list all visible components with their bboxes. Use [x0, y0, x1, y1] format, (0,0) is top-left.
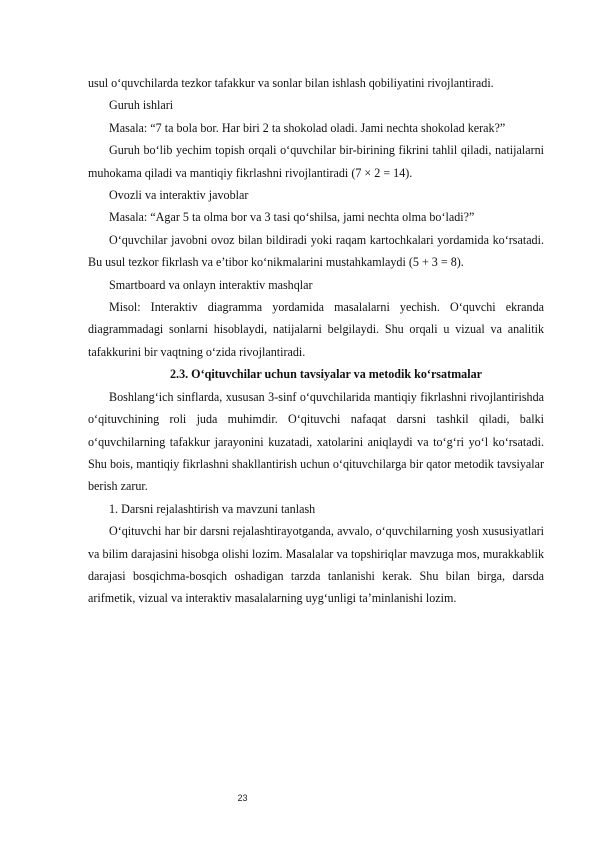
- page-number-footer: [0, 793, 595, 803]
- page-number: 23: [237, 793, 248, 803]
- section-heading: 2.3. O‘qituvchilar uchun tavsiyalar va metodik ko‘rsatmalar: [170, 367, 482, 382]
- subheading-lesson-planning: 1. Darsni rejalashtirish va mavzuni tanlash: [109, 501, 316, 516]
- paragraph-group-solution: Guruh bo‘lib yechim topish orqali o‘quvchilar bir-birining fikrini tahlil qiladi, natijalarni muhokama qiladi va mantiqiy fikrlashni rivojlantiradi (7 × 2 = 14).: [88, 143, 544, 180]
- page-body: [88, 72, 544, 610]
- paragraph-continuation: usul o‘quvchilarda tezkor tafakkur va sonlar bilan ishlash qobiliyatini rivojlantiradi.: [88, 76, 494, 90]
- paragraph-lesson-planning: O‘qituvchi har bir darsni rejalashtirayotganda, avvalo, o‘quvchilarning yosh xususiyatlari va bilim darajasini hisobga olishi lozim. Masalalar va topshiriqlar mavzuga mos, murakkablik darajasi bosqichma-bosqich oshadigan tarzda tanlanishi kerak. Shu bilan birga, darsda arifmetik, vizual va interaktiv masalalarning uyg‘unligi ta’minlanishi lozim.: [88, 524, 544, 606]
- paragraph-interactive-diagram: Misol: Interaktiv diagramma yordamida masalalarni yechish. O‘quvchi ekranda diagrammadagi sonlarni hisoblaydi, natijalarni belgilaydi. Shu orqali u vizual va analitik tafakkurini bir vaqtning o‘zida rivojlantiradi.: [88, 300, 544, 359]
- subheading-oral-interactive: Ovozli va interaktiv javoblar: [109, 188, 249, 203]
- paragraph-problem-chocolate: Masala: “7 ta bola bor. Har biri 2 ta shokolad oladi. Jami nechta shokolad kerak?”: [109, 120, 506, 135]
- paragraph-teacher-role: Boshlang‘ich sinflarda, xususan 3-sinf o‘quvchilarida mantiqiy fikrlashni rivojlantirishda o‘qituvchining roli juda muhimdir. O‘qituvchi nafaqat darsni tashkil qiladi, balki o‘quvchilarning tafakkur jarayonini kuzatadi, xatolarini aniqlaydi va to‘g‘ri yo‘l ko‘rsatadi. Shu bois, mantiqiy fikrlashni shakllantirish uchun o‘qituvchilarga bir qator metodik tavsiyalar berish zarur.: [88, 389, 544, 494]
- paragraph-problem-apples: Masala: “Agar 5 ta olma bor va 3 tasi qo‘shilsa, jami nechta olma bo‘ladi?”: [109, 210, 475, 225]
- subheading-group-work: Guruh ishlari: [109, 98, 174, 113]
- subheading-smartboard: Smartboard va onlayn interaktiv mashqlar: [109, 277, 313, 292]
- paragraph-oral-answers: O‘quvchilar javobni ovoz bilan bildiradi yoki raqam kartochkalari yordamida ko‘rsatadi. Bu usul tezkor fikrlash va e’tibor ko‘nikmalarini mustahkamlaydi (5 + 3 = 8).: [88, 232, 544, 270]
